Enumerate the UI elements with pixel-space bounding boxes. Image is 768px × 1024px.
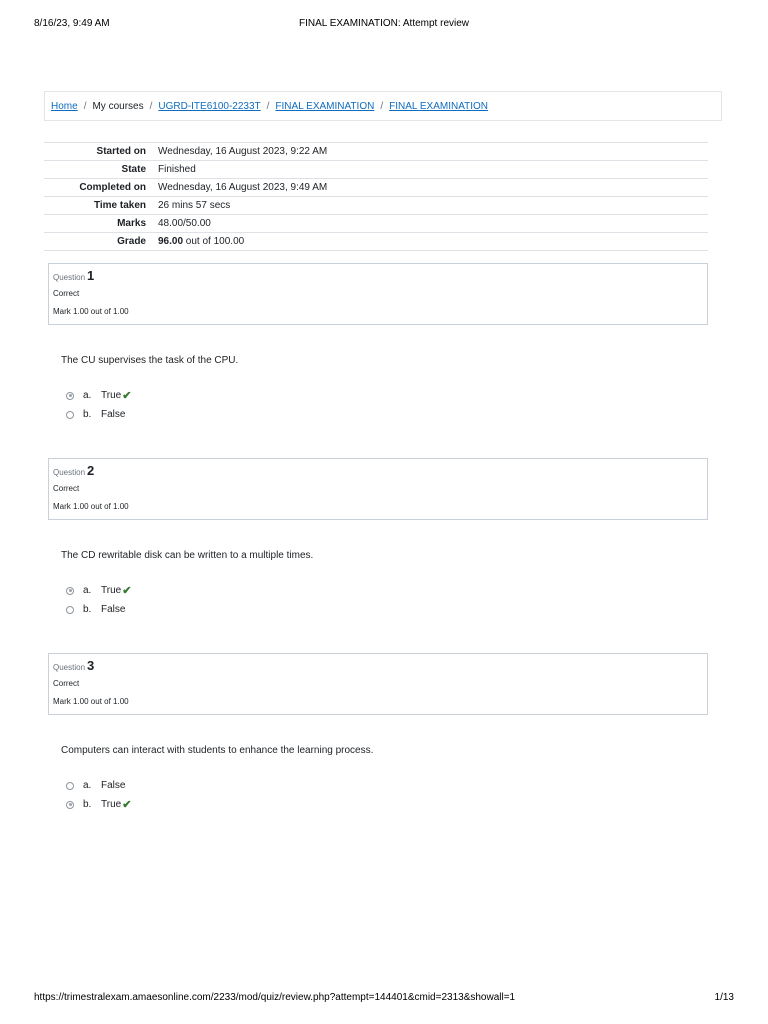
answer-option[interactable] bbox=[66, 776, 131, 795]
grade-value-cell bbox=[152, 233, 708, 251]
correct-check-icon: ✔ bbox=[122, 390, 132, 402]
breadcrumb-my-courses: My courses bbox=[92, 100, 144, 112]
time-taken-value: 26 mins 57 secs bbox=[152, 197, 708, 215]
question-number-value: 3 bbox=[87, 658, 95, 673]
answer-option[interactable] bbox=[66, 581, 131, 600]
started-label: Started on bbox=[44, 143, 152, 161]
breadcrumb-course-link[interactable]: UGRD-ITE6100-2233T bbox=[158, 100, 261, 112]
marks-value: 48.00/50.00 bbox=[152, 215, 708, 233]
breadcrumb bbox=[44, 91, 722, 121]
answer-options-3 bbox=[66, 776, 131, 814]
radio-button[interactable] bbox=[66, 782, 74, 790]
print-header bbox=[34, 18, 734, 32]
question-info-3 bbox=[48, 653, 708, 715]
breadcrumb-separator: / bbox=[83, 100, 87, 112]
option-letter: a. bbox=[83, 585, 92, 596]
breadcrumb-quiz-link[interactable]: FINAL EXAMINATION bbox=[389, 100, 489, 112]
question-number bbox=[53, 658, 703, 673]
option-text: True bbox=[101, 585, 122, 596]
question-grade: Mark 1.00 out of 1.00 bbox=[53, 502, 129, 511]
correct-check-icon: ✔ bbox=[122, 799, 132, 811]
summary-row-time bbox=[44, 197, 708, 215]
summary-row-state bbox=[44, 161, 708, 179]
question-number bbox=[53, 268, 703, 283]
completed-label: Completed on bbox=[44, 179, 152, 197]
option-letter: a. bbox=[83, 780, 92, 791]
summary-row-completed bbox=[44, 179, 708, 197]
question-state: Correct bbox=[53, 484, 80, 493]
question-text-2: The CD rewritable disk can be written to a multiple times. bbox=[61, 550, 314, 561]
option-letter: b. bbox=[83, 409, 92, 420]
question-info-1 bbox=[48, 263, 708, 325]
option-text: False bbox=[101, 604, 126, 615]
page-number: 1/13 bbox=[714, 992, 734, 1003]
question-state: Correct bbox=[53, 289, 80, 298]
radio-button-selected[interactable] bbox=[66, 801, 74, 809]
print-footer bbox=[34, 992, 734, 1006]
grade-label: Grade bbox=[44, 233, 152, 251]
print-url: https://trimestralexam.amaesonline.com/2233/mod/quiz/review.php?attempt=144401&cmid=2313&showall=1 bbox=[34, 992, 516, 1003]
summary-row-started bbox=[44, 143, 708, 161]
print-title: FINAL EXAMINATION: Attempt review bbox=[298, 18, 470, 29]
question-grade: Mark 1.00 out of 1.00 bbox=[53, 307, 129, 316]
question-text-1: The CU supervises the task of the CPU. bbox=[61, 355, 239, 366]
breadcrumb-section-link[interactable]: FINAL EXAMINATION bbox=[275, 100, 375, 112]
question-label: Question bbox=[53, 468, 86, 477]
option-text: True bbox=[101, 799, 122, 810]
summary-row-grade bbox=[44, 233, 708, 251]
question-info-2 bbox=[48, 458, 708, 520]
question-number bbox=[53, 463, 703, 478]
started-value: Wednesday, 16 August 2023, 9:22 AM bbox=[152, 143, 708, 161]
answer-options-1 bbox=[66, 386, 131, 424]
state-label: State bbox=[44, 161, 152, 179]
question-label: Question bbox=[53, 273, 86, 282]
option-letter: b. bbox=[83, 604, 92, 615]
state-value: Finished bbox=[152, 161, 708, 179]
breadcrumb-home-link[interactable]: Home bbox=[51, 100, 78, 112]
summary-row-marks bbox=[44, 215, 708, 233]
breadcrumb-separator: / bbox=[266, 100, 270, 112]
grade-value: 96.00 bbox=[158, 236, 184, 247]
print-date: 8/16/23, 9:49 AM bbox=[34, 18, 110, 29]
option-text: True bbox=[101, 390, 122, 401]
grade-out-of: out of 100.00 bbox=[183, 236, 245, 247]
answer-option[interactable] bbox=[66, 386, 131, 405]
question-grade: Mark 1.00 out of 1.00 bbox=[53, 697, 129, 706]
radio-button-selected[interactable] bbox=[66, 392, 74, 400]
radio-button[interactable] bbox=[66, 411, 74, 419]
option-letter: a. bbox=[83, 390, 92, 401]
completed-value: Wednesday, 16 August 2023, 9:49 AM bbox=[152, 179, 708, 197]
question-number-value: 2 bbox=[87, 463, 95, 478]
radio-button-selected[interactable] bbox=[66, 587, 74, 595]
radio-button[interactable] bbox=[66, 606, 74, 614]
answer-option[interactable] bbox=[66, 795, 131, 814]
question-number-value: 1 bbox=[87, 268, 95, 283]
marks-label: Marks bbox=[44, 215, 152, 233]
option-text: False bbox=[101, 409, 126, 420]
answer-option[interactable] bbox=[66, 600, 131, 619]
answer-options-2 bbox=[66, 581, 131, 619]
question-text-3: Computers can interact with students to enhance the learning process. bbox=[61, 745, 374, 756]
breadcrumb-separator: / bbox=[380, 100, 384, 112]
question-label: Question bbox=[53, 663, 86, 672]
attempt-summary-table bbox=[44, 142, 708, 251]
option-letter: b. bbox=[83, 799, 92, 810]
option-text: False bbox=[101, 780, 126, 791]
time-taken-label: Time taken bbox=[44, 197, 152, 215]
correct-check-icon: ✔ bbox=[122, 585, 132, 597]
question-state: Correct bbox=[53, 679, 80, 688]
breadcrumb-separator: / bbox=[149, 100, 153, 112]
answer-option[interactable] bbox=[66, 405, 131, 424]
